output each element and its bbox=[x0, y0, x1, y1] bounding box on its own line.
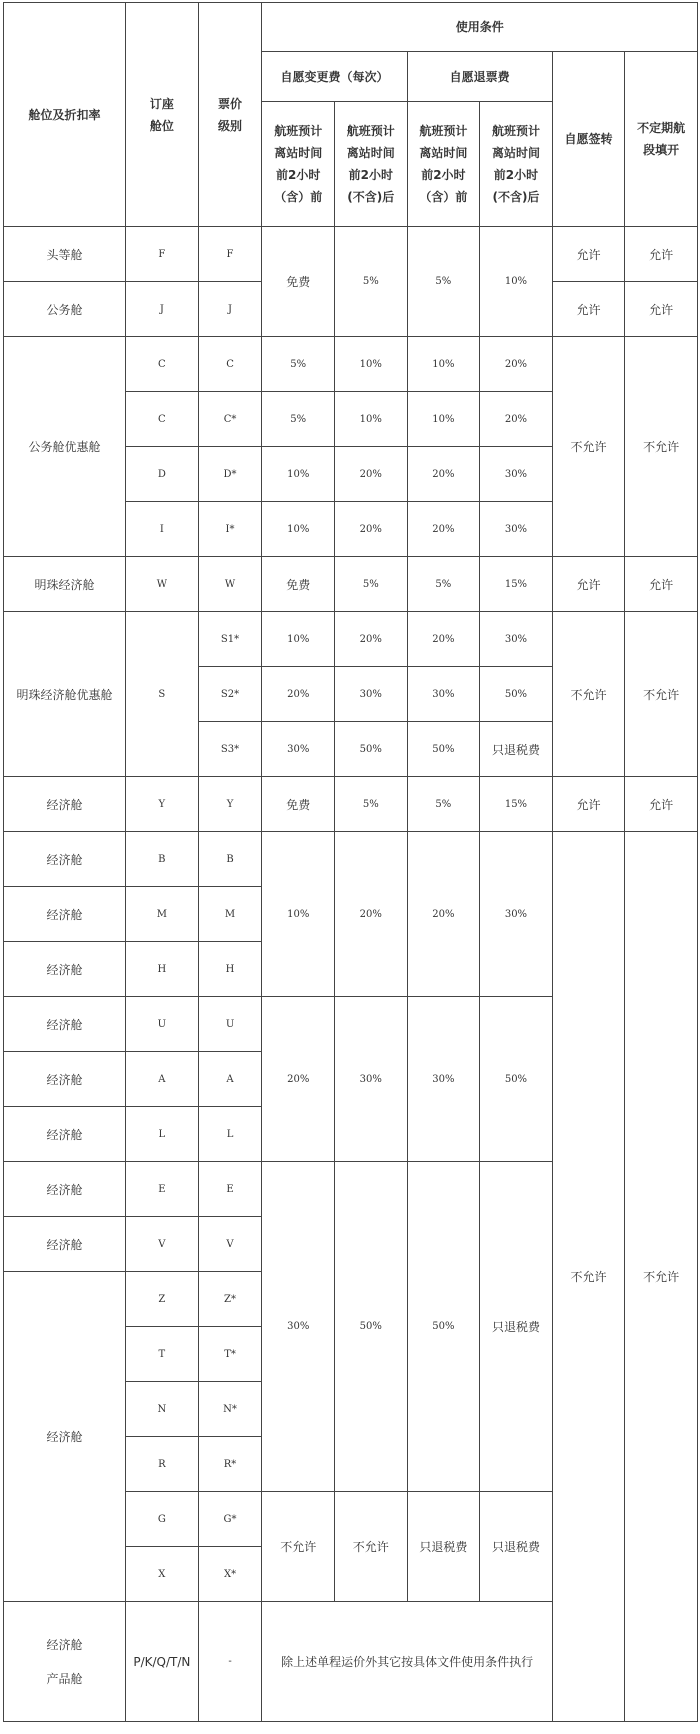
change-fee-before-cell: 10% bbox=[262, 447, 335, 502]
open-segment-cell: 允许 bbox=[625, 282, 698, 337]
fare-level-cell: T* bbox=[198, 1327, 262, 1382]
refund-fee-before-cell: 20% bbox=[407, 502, 480, 557]
open-segment-cell: 不允许 bbox=[625, 832, 698, 1722]
change-fee-after-cell: 10% bbox=[335, 392, 408, 447]
open-segment-cell: 允许 bbox=[625, 777, 698, 832]
refund-fee-before-cell: 5% bbox=[407, 227, 480, 337]
endorse-cell: 不允许 bbox=[552, 612, 625, 777]
booking-class-cell: E bbox=[126, 1162, 199, 1217]
fare-level-cell: V bbox=[198, 1217, 262, 1272]
booking-class-cell: Z bbox=[126, 1272, 199, 1327]
booking-class-cell: J bbox=[126, 282, 199, 337]
booking-class-cell: T bbox=[126, 1327, 199, 1382]
refund-fee-after-cell: 20% bbox=[480, 337, 553, 392]
fare-level-cell: J bbox=[198, 282, 262, 337]
header-change-after: 航班预计 离站时间 前2小时 (不含)后 bbox=[335, 102, 408, 227]
booking-class-cell: F bbox=[126, 227, 199, 282]
cabin-cell: 头等舱 bbox=[4, 227, 126, 282]
refund-fee-after-cell: 30% bbox=[480, 832, 553, 997]
refund-fee-after-cell: 30% bbox=[480, 447, 553, 502]
booking-class-cell: A bbox=[126, 1052, 199, 1107]
cabin-cell: 经济舱 bbox=[4, 887, 126, 942]
header-conditions: 使用条件 bbox=[262, 3, 698, 52]
booking-class-cell: C bbox=[126, 337, 199, 392]
booking-class-cell: G bbox=[126, 1492, 199, 1547]
refund-fee-before-cell: 50% bbox=[407, 722, 480, 777]
fare-level-cell: A bbox=[198, 1052, 262, 1107]
change-fee-after-cell: 20% bbox=[335, 832, 408, 997]
fare-level-cell: F bbox=[198, 227, 262, 282]
header-cabin: 舱位及折扣率 bbox=[4, 3, 126, 227]
header-refund-before: 航班预计 离站时间 前2小时 （含）前 bbox=[407, 102, 480, 227]
endorse-cell: 不允许 bbox=[552, 337, 625, 557]
booking-class-cell: D bbox=[126, 447, 199, 502]
fare-level-cell: N* bbox=[198, 1382, 262, 1437]
open-segment-cell: 不允许 bbox=[625, 337, 698, 557]
cabin-cell: 经济舱 bbox=[4, 997, 126, 1052]
booking-class-cell: Y bbox=[126, 777, 199, 832]
endorse-cell: 不允许 bbox=[552, 832, 625, 1722]
booking-class-cell: C bbox=[126, 392, 199, 447]
cabin-cell: 经济舱 产品舱 bbox=[4, 1602, 126, 1722]
booking-class-cell: W bbox=[126, 557, 199, 612]
fare-level-cell: E bbox=[198, 1162, 262, 1217]
open-segment-cell: 允许 bbox=[625, 557, 698, 612]
fare-level-cell: U bbox=[198, 997, 262, 1052]
booking-class-cell: H bbox=[126, 942, 199, 997]
booking-class-cell: R bbox=[126, 1437, 199, 1492]
refund-fee-after-cell: 10% bbox=[480, 227, 553, 337]
change-fee-after-cell: 不允许 bbox=[335, 1492, 408, 1602]
change-fee-after-cell: 10% bbox=[335, 337, 408, 392]
booking-class-cell: B bbox=[126, 832, 199, 887]
change-fee-after-cell: 20% bbox=[335, 612, 408, 667]
change-fee-before-cell: 30% bbox=[262, 722, 335, 777]
cabin-cell: 公务舱 bbox=[4, 282, 126, 337]
refund-fee-after-cell: 15% bbox=[480, 777, 553, 832]
header-change-before: 航班预计 离站时间 前2小时 （含）前 bbox=[262, 102, 335, 227]
fare-rules-table bbox=[3, 2, 698, 1722]
endorse-cell: 允许 bbox=[552, 227, 625, 282]
refund-fee-before-cell: 30% bbox=[407, 667, 480, 722]
refund-fee-before-cell: 20% bbox=[407, 832, 480, 997]
booking-class-cell: M bbox=[126, 887, 199, 942]
cabin-cell: 经济舱 bbox=[4, 777, 126, 832]
endorse-cell: 允许 bbox=[552, 557, 625, 612]
change-fee-before-cell: 20% bbox=[262, 667, 335, 722]
fare-level-cell: M bbox=[198, 887, 262, 942]
product-cabin-note: 除上述单程运价外其它按具体文件使用条件执行 bbox=[262, 1602, 552, 1722]
fare-level-cell: S1* bbox=[198, 612, 262, 667]
fare-level-cell: G* bbox=[198, 1492, 262, 1547]
change-fee-before-cell: 5% bbox=[262, 337, 335, 392]
header-refund-fee: 自愿退票费 bbox=[407, 52, 552, 102]
refund-fee-after-cell: 30% bbox=[480, 502, 553, 557]
change-fee-before-cell: 10% bbox=[262, 502, 335, 557]
fare-level-cell: C* bbox=[198, 392, 262, 447]
header-open-segment: 不定期航 段填开 bbox=[625, 52, 698, 227]
refund-fee-after-cell: 只退税费 bbox=[480, 1162, 553, 1492]
refund-fee-before-cell: 10% bbox=[407, 337, 480, 392]
refund-fee-after-cell: 50% bbox=[480, 667, 553, 722]
refund-fee-before-cell: 50% bbox=[407, 1162, 480, 1492]
fare-level-cell: B bbox=[198, 832, 262, 887]
fare-level-cell: H bbox=[198, 942, 262, 997]
open-segment-cell: 不允许 bbox=[625, 612, 698, 777]
booking-class-cell: S bbox=[126, 612, 199, 777]
header-refund-after: 航班预计 离站时间 前2小时 (不含)后 bbox=[480, 102, 553, 227]
endorse-cell: 允许 bbox=[552, 777, 625, 832]
booking-class-cell: V bbox=[126, 1217, 199, 1272]
booking-class-cell: P/K/Q/T/N bbox=[126, 1602, 199, 1722]
fare-level-cell: I* bbox=[198, 502, 262, 557]
cabin-cell: 经济舱 bbox=[4, 1162, 126, 1217]
header-change-fee: 自愿变更费（每次） bbox=[262, 52, 407, 102]
refund-fee-before-cell: 5% bbox=[407, 777, 480, 832]
change-fee-after-cell: 5% bbox=[335, 227, 408, 337]
header-fare-level: 票价 级别 bbox=[198, 3, 262, 227]
booking-class-cell: U bbox=[126, 997, 199, 1052]
open-segment-cell: 允许 bbox=[625, 227, 698, 282]
fare-level-cell: W bbox=[198, 557, 262, 612]
cabin-cell: 经济舱 bbox=[4, 1217, 126, 1272]
fare-level-cell: Y bbox=[198, 777, 262, 832]
fare-level-cell: S3* bbox=[198, 722, 262, 777]
refund-fee-after-cell: 50% bbox=[480, 997, 553, 1162]
change-fee-after-cell: 50% bbox=[335, 722, 408, 777]
cabin-cell: 经济舱 bbox=[4, 1052, 126, 1107]
fare-level-cell: R* bbox=[198, 1437, 262, 1492]
change-fee-before-cell: 5% bbox=[262, 392, 335, 447]
change-fee-before-cell: 免费 bbox=[262, 557, 335, 612]
change-fee-after-cell: 20% bbox=[335, 502, 408, 557]
change-fee-before-cell: 不允许 bbox=[262, 1492, 335, 1602]
change-fee-after-cell: 5% bbox=[335, 557, 408, 612]
change-fee-before-cell: 免费 bbox=[262, 777, 335, 832]
booking-class-cell: I bbox=[126, 502, 199, 557]
refund-fee-after-cell: 30% bbox=[480, 612, 553, 667]
header-endorse: 自愿签转 bbox=[552, 52, 625, 227]
refund-fee-before-cell: 只退税费 bbox=[407, 1492, 480, 1602]
refund-fee-after-cell: 15% bbox=[480, 557, 553, 612]
refund-fee-before-cell: 30% bbox=[407, 997, 480, 1162]
refund-fee-after-cell: 只退税费 bbox=[480, 1492, 553, 1602]
refund-fee-before-cell: 20% bbox=[407, 447, 480, 502]
fare-level-cell: D* bbox=[198, 447, 262, 502]
refund-fee-after-cell: 只退税费 bbox=[480, 722, 553, 777]
fare-level-cell: S2* bbox=[198, 667, 262, 722]
cabin-cell: 明珠经济舱 bbox=[4, 557, 126, 612]
fare-level-cell: L bbox=[198, 1107, 262, 1162]
refund-fee-before-cell: 10% bbox=[407, 392, 480, 447]
cabin-cell: 经济舱 bbox=[4, 1272, 126, 1602]
change-fee-after-cell: 50% bbox=[335, 1162, 408, 1492]
booking-class-cell: X bbox=[126, 1547, 199, 1602]
change-fee-before-cell: 30% bbox=[262, 1162, 335, 1492]
change-fee-before-cell: 免费 bbox=[262, 227, 335, 337]
endorse-cell: 允许 bbox=[552, 282, 625, 337]
refund-fee-after-cell: 20% bbox=[480, 392, 553, 447]
cabin-cell: 经济舱 bbox=[4, 1107, 126, 1162]
change-fee-before-cell: 10% bbox=[262, 832, 335, 997]
change-fee-before-cell: 10% bbox=[262, 612, 335, 667]
cabin-cell: 经济舱 bbox=[4, 942, 126, 997]
cabin-cell: 经济舱 bbox=[4, 832, 126, 887]
refund-fee-before-cell: 20% bbox=[407, 612, 480, 667]
header-booking-class: 订座 舱位 bbox=[126, 3, 199, 227]
cabin-cell: 明珠经济舱优惠舱 bbox=[4, 612, 126, 777]
change-fee-after-cell: 20% bbox=[335, 447, 408, 502]
fare-level-cell: - bbox=[198, 1602, 262, 1722]
change-fee-after-cell: 5% bbox=[335, 777, 408, 832]
change-fee-after-cell: 30% bbox=[335, 997, 408, 1162]
cabin-cell: 公务舱优惠舱 bbox=[4, 337, 126, 557]
change-fee-after-cell: 30% bbox=[335, 667, 408, 722]
refund-fee-before-cell: 5% bbox=[407, 557, 480, 612]
change-fee-before-cell: 20% bbox=[262, 997, 335, 1162]
fare-level-cell: C bbox=[198, 337, 262, 392]
booking-class-cell: L bbox=[126, 1107, 199, 1162]
fare-level-cell: Z* bbox=[198, 1272, 262, 1327]
fare-level-cell: X* bbox=[198, 1547, 262, 1602]
booking-class-cell: N bbox=[126, 1382, 199, 1437]
